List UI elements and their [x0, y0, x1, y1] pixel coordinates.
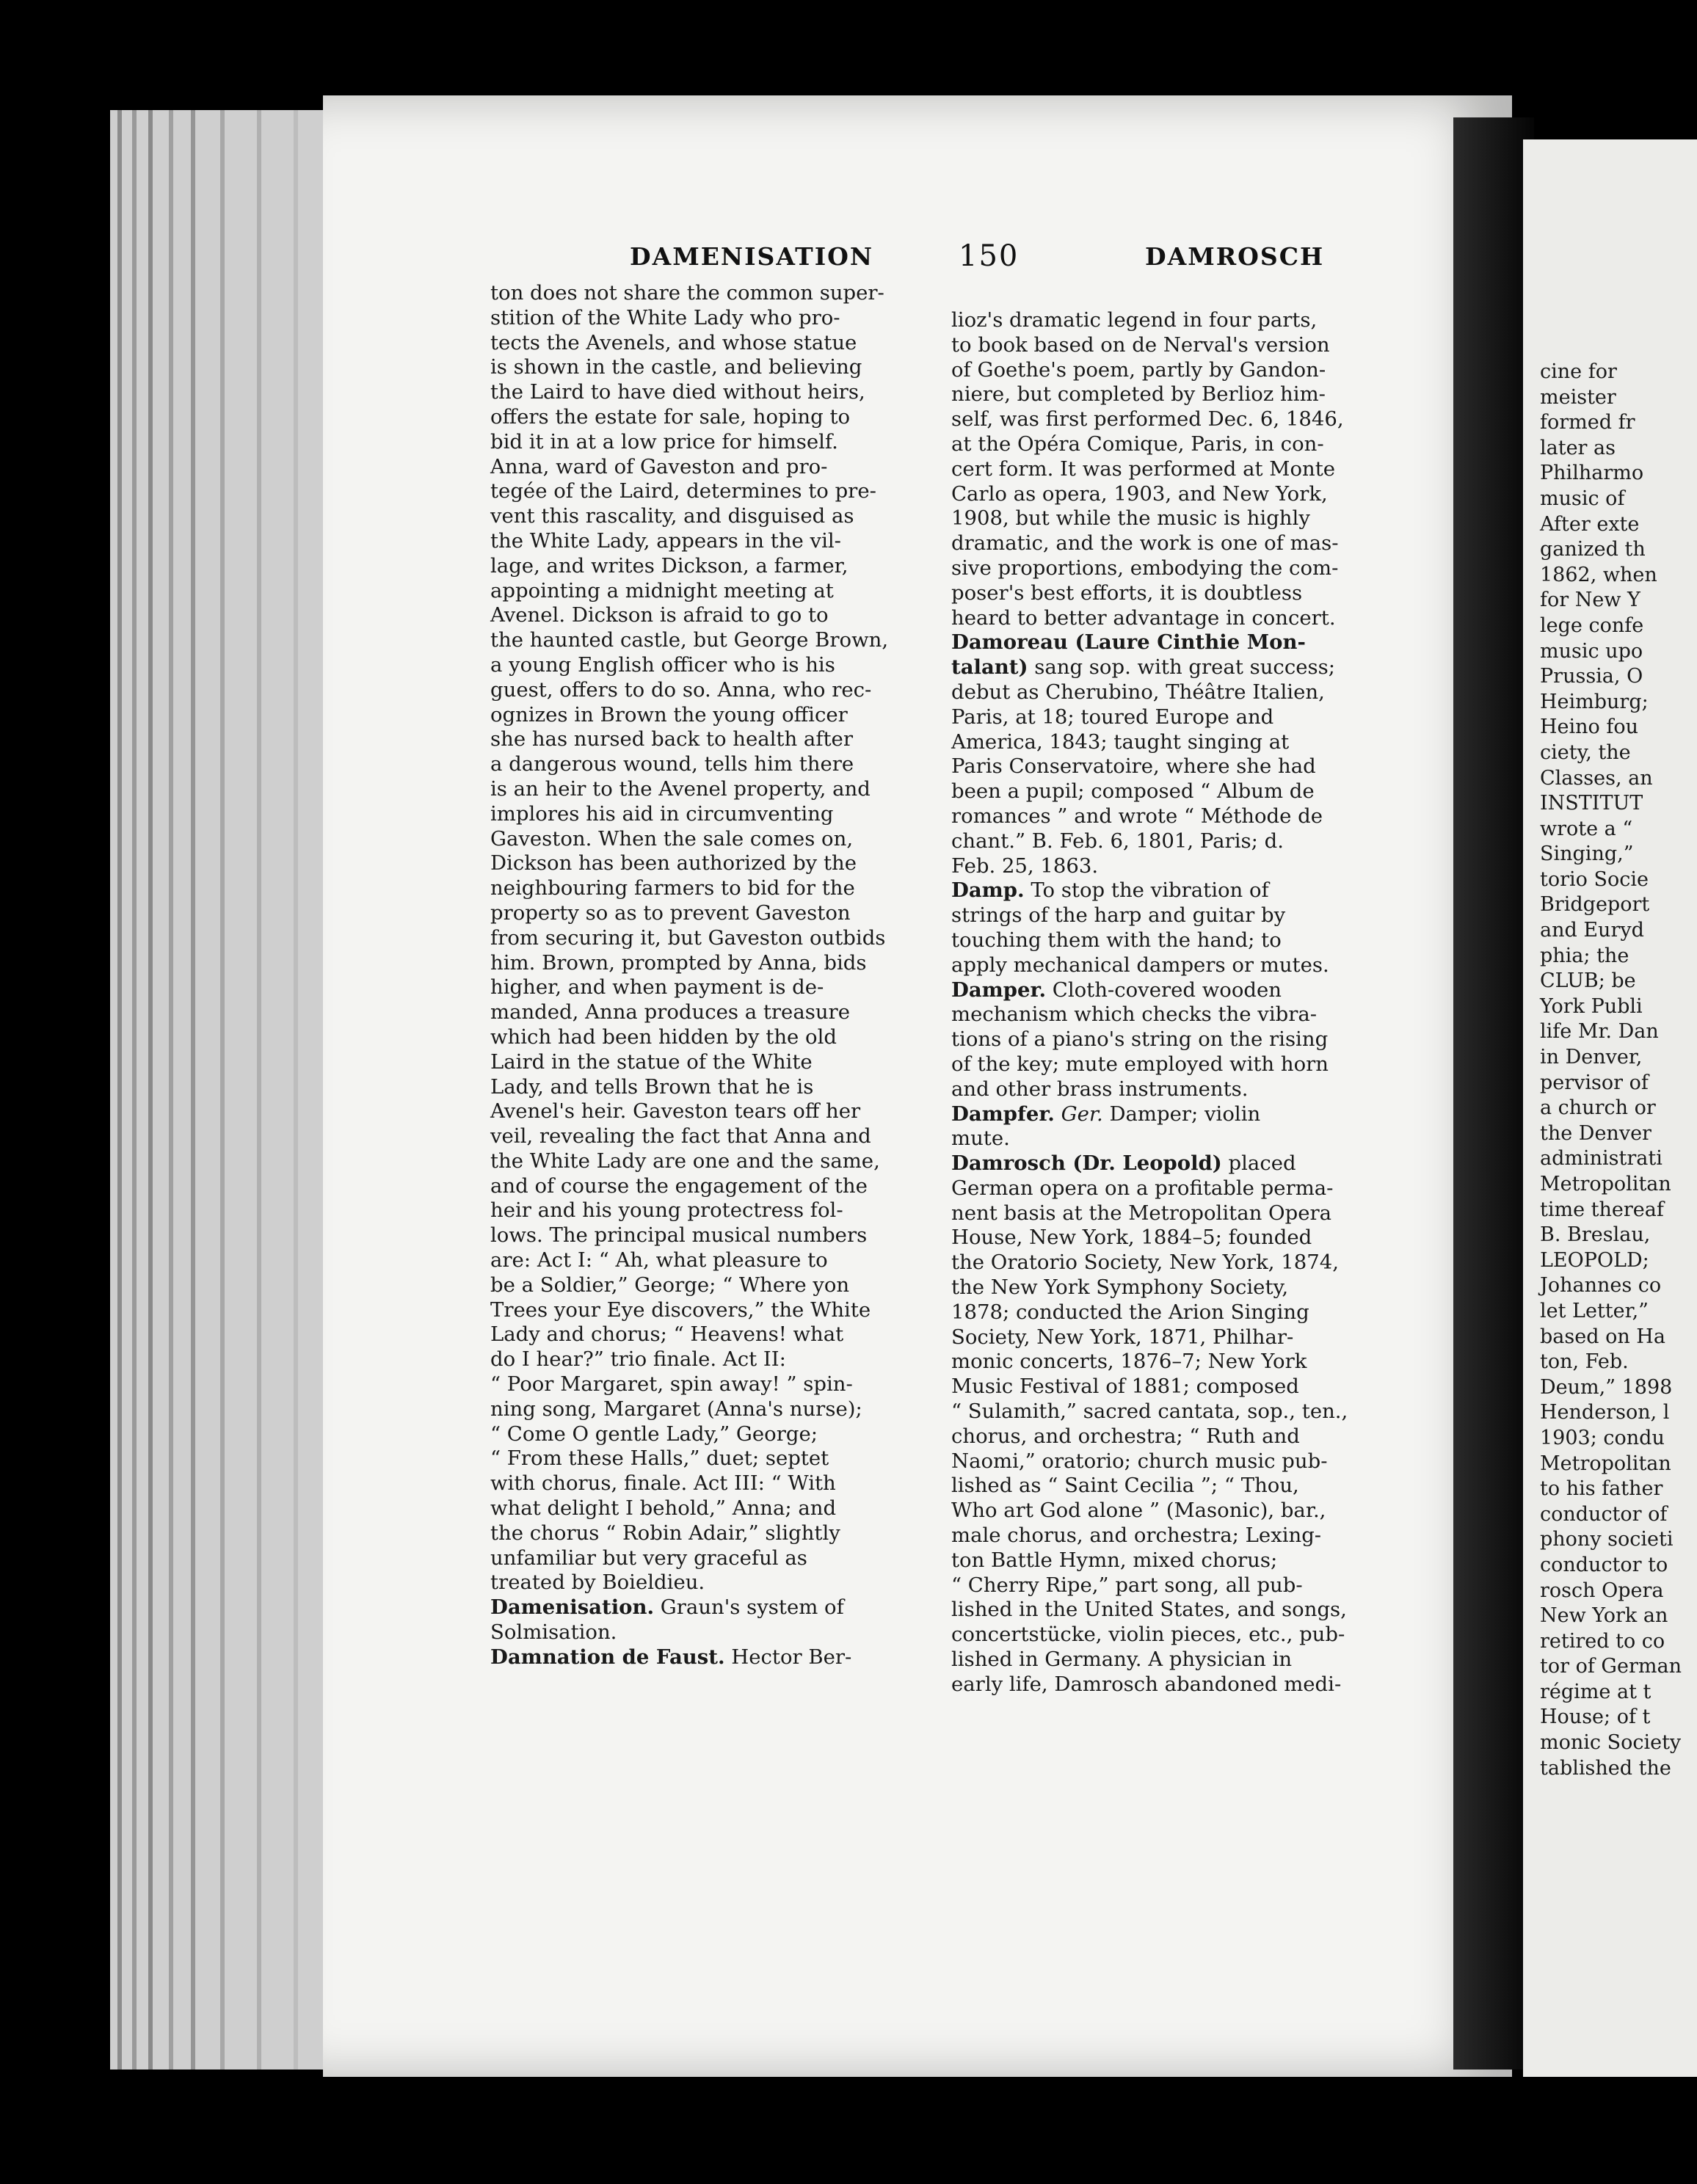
text-line: property so as to prevent Gaveston: [490, 900, 851, 925]
left-text-column: [490, 281, 963, 1670]
text-line: romances ” and wrote “ Méthode de: [951, 804, 1323, 828]
text-line: ognizes in Brown the young officer: [490, 702, 848, 727]
text-line: the chorus “ Robin Adair,” slightly: [490, 1521, 840, 1545]
text-line: phony societi: [1540, 1528, 1674, 1551]
text-line: the Laird to have died without heirs,: [490, 380, 865, 404]
text-line: Heino fou: [1540, 716, 1639, 739]
text-line: and other brass instruments.: [951, 1077, 1249, 1101]
text-line: time thereaf: [1540, 1198, 1664, 1221]
text-line: New York an: [1540, 1604, 1668, 1628]
text-line: music of: [1540, 487, 1625, 510]
text-line: heir and his young protectress fol-: [490, 1198, 843, 1223]
text-line: B. Breslau,: [1540, 1223, 1651, 1247]
text-line: the Denver: [1540, 1121, 1651, 1145]
text-line: formed fr: [1540, 411, 1635, 434]
text-line: cine for: [1540, 360, 1617, 383]
text-line: Carlo as opera, 1903, and New York,: [951, 481, 1328, 506]
text-line: Classes, an: [1540, 766, 1653, 790]
text-line: LEOPOLD;: [1540, 1248, 1649, 1272]
text-line: Damoreau (Laure Cinthie Mon-: [951, 630, 1306, 655]
text-line: “ Poor Margaret, spin away! ” spin-: [490, 1372, 853, 1397]
text-line: let Letter,”: [1540, 1299, 1649, 1322]
text-line: vent this rascality, and disguised as: [490, 504, 854, 528]
text-line: Trees your Eye discovers,” the White: [490, 1297, 871, 1322]
text-line: veil, revealing the fact that Anna and: [490, 1124, 871, 1149]
book-gutter: [1453, 117, 1534, 2070]
text-line: do I hear?” trio finale. Act II:: [490, 1347, 786, 1372]
text-line: lished as “ Saint Cecilia ”; “ Thou,: [951, 1474, 1299, 1498]
text-line: self, was first performed Dec. 6, 1846,: [951, 407, 1344, 432]
text-line: which had been hidden by the old: [490, 1024, 837, 1049]
text-line: Philharmo: [1540, 462, 1644, 485]
text-line: and of course the engagement of the: [490, 1173, 868, 1198]
text-line: what delight I behold,” Anna; and: [490, 1496, 837, 1521]
text-line: chorus, and orchestra; “ Ruth and: [951, 1424, 1300, 1448]
text-line: based on Ha: [1540, 1325, 1665, 1348]
text-line: Naomi,” oratorio; church music pub-: [951, 1449, 1328, 1473]
text-line: neighbouring farmers to bid for the: [490, 876, 855, 900]
text-line: of the key; mute employed with horn: [951, 1052, 1329, 1076]
text-line: the White Lady, appears in the vil-: [490, 528, 841, 553]
text-line: Society, New York, 1871, Philhar-: [951, 1325, 1294, 1349]
text-line: mute.: [951, 1126, 1010, 1151]
text-line: lioz's dramatic legend in four parts,: [951, 308, 1318, 332]
text-line: touching them with the hand; to: [951, 928, 1282, 952]
text-line: tor of German: [1540, 1655, 1682, 1678]
text-line: mechanism which checks the vibra-: [951, 1002, 1318, 1027]
text-line: tegée of the Laird, determines to pre-: [490, 479, 876, 503]
text-line: are: Act I: “ Ah, what pleasure to: [490, 1248, 828, 1273]
text-line: later as: [1540, 436, 1616, 459]
text-line: After exte: [1540, 512, 1640, 536]
text-line: Avenel's heir. Gaveston tears off her: [490, 1099, 861, 1124]
text-line: the White Lady are one and the same,: [490, 1149, 880, 1173]
text-line: concertstücke, violin pieces, etc., pub-: [951, 1623, 1345, 1647]
text-line: Deum,” 1898: [1540, 1375, 1673, 1399]
text-line: the Oratorio Society, New York, 1874,: [951, 1251, 1339, 1275]
text-line: treated by Boieldieu.: [490, 1570, 705, 1595]
text-line: been a pupil; composed “ Album de: [951, 779, 1315, 804]
text-line: a young English officer who is his: [490, 652, 835, 677]
text-line: Feb. 25, 1863.: [951, 853, 1099, 878]
text-line: pervisor of: [1540, 1071, 1649, 1094]
text-line: be a Soldier,” George; “ Where yon: [490, 1273, 850, 1297]
text-line: Paris, at 18; toured Europe and: [951, 705, 1274, 729]
text-line: Dickson has been authorized by the: [490, 851, 857, 876]
text-line: is shown in the castle, and believing: [490, 355, 862, 379]
text-line: chant.” B. Feb. 6, 1801, Paris; d.: [951, 829, 1284, 853]
text-line: Music Festival of 1881; composed: [951, 1375, 1299, 1399]
text-line: House; of t: [1540, 1706, 1651, 1729]
text-line: music upo: [1540, 639, 1643, 663]
text-line: ton does not share the common super-: [490, 281, 884, 305]
text-line: Laird in the statue of the White: [490, 1049, 813, 1074]
text-line: Damp. To stop the vibration of: [951, 878, 1269, 903]
text-line: monic Society: [1540, 1731, 1682, 1755]
text-line: offers the estate for sale, hoping to: [490, 404, 851, 429]
text-line: the haunted castle, but George Brown,: [490, 628, 889, 652]
text-line: for New Y: [1540, 589, 1640, 612]
text-line: retired to co: [1540, 1629, 1665, 1653]
text-line: INSTITUT: [1540, 792, 1643, 815]
text-line: apply mechanical dampers or mutes.: [951, 953, 1329, 977]
text-line: from securing it, but Gaveston outbids: [490, 925, 886, 950]
text-line: Gaveston. When the sale comes on,: [490, 826, 854, 851]
text-line: Singing,”: [1540, 842, 1634, 866]
text-line: Anna, ward of Gaveston and pro-: [490, 454, 828, 478]
text-line: torio Socie: [1540, 867, 1649, 891]
text-line: “ Sulamith,” sacred cantata, sop., ten.,: [951, 1399, 1348, 1424]
text-line: “ From these Halls,” duet; septet: [490, 1446, 829, 1471]
text-line: lege confe: [1540, 614, 1644, 637]
text-line: in Denver,: [1540, 1046, 1643, 1069]
text-line: tablished the: [1540, 1756, 1671, 1780]
text-line: Lady, and tells Brown that he is: [490, 1074, 814, 1099]
text-line: to book based on de Nerval's version: [951, 332, 1330, 357]
text-line: him. Brown, prompted by Anna, bids: [490, 950, 867, 975]
text-line: at the Opéra Comique, Paris, in con-: [951, 432, 1324, 456]
text-line: talant) sang sop. with great success;: [951, 655, 1336, 680]
text-line: tions of a piano's string on the rising: [951, 1027, 1329, 1052]
running-head-left: DAMENISATION: [630, 242, 874, 271]
text-line: she has nursed back to health after: [490, 727, 853, 751]
text-line: phia; the: [1540, 944, 1629, 967]
text-line: 1878; conducted the Arion Singing: [951, 1300, 1309, 1324]
text-line: is an heir to the Avenel property, and: [490, 776, 871, 801]
text-line: to his father: [1540, 1477, 1663, 1501]
text-line: “ Cherry Ripe,” part song, all pub-: [951, 1573, 1303, 1597]
text-line: Paris Conservatoire, where she had: [951, 754, 1316, 779]
text-line: 1862, when: [1540, 563, 1657, 586]
text-line: nent basis at the Metropolitan Opera: [951, 1201, 1332, 1225]
text-line: “ Come O gentle Lady,” George;: [490, 1422, 818, 1446]
text-line: ganized th: [1540, 538, 1646, 561]
text-line: unfamiliar but very graceful as: [490, 1546, 807, 1570]
text-line: life Mr. Dan: [1540, 1020, 1659, 1044]
text-line: dramatic, and the work is one of mas-: [951, 531, 1339, 556]
text-line: lished in Germany. A physician in: [951, 1648, 1293, 1672]
text-line: ton Battle Hymn, mixed chorus;: [951, 1548, 1278, 1572]
text-line: Henderson, l: [1540, 1401, 1670, 1424]
text-line: Damnation de Faust. Hector Ber-: [490, 1645, 852, 1669]
text-line: America, 1843; taught singing at: [951, 729, 1290, 754]
text-line: male chorus, and orchestra; Lexing-: [951, 1524, 1322, 1548]
text-line: Avenel. Dickson is afraid to go to: [490, 603, 829, 627]
text-line: Heimburg;: [1540, 690, 1649, 713]
text-line: monic concerts, 1876–7; New York: [951, 1350, 1307, 1374]
text-line: administrati: [1540, 1147, 1663, 1171]
text-line: conductor to: [1540, 1553, 1668, 1576]
text-line: higher, and when payment is de-: [490, 975, 824, 1000]
page-edges: [110, 110, 330, 2070]
page-number: 150: [959, 239, 1020, 273]
text-line: Bridgeport: [1540, 893, 1650, 917]
text-line: with chorus, finale. Act III: “ With: [490, 1471, 836, 1496]
text-line: debut as Cherubino, Théâtre Italien,: [951, 680, 1325, 704]
text-line: lows. The principal musical numbers: [490, 1223, 868, 1248]
text-line: stition of the White Lady who pro-: [490, 305, 840, 330]
text-line: appointing a midnight meeting at: [490, 578, 834, 603]
text-line: bid it in at a low price for himself.: [490, 429, 838, 454]
text-line: ton, Feb.: [1540, 1350, 1629, 1374]
text-line: German opera on a profitable perma-: [951, 1176, 1334, 1200]
text-line: manded, Anna produces a treasure: [490, 1000, 850, 1024]
text-line: and Euryd: [1540, 919, 1644, 942]
text-line: strings of the harp and guitar by: [951, 903, 1286, 928]
text-line: Johannes co: [1540, 1274, 1662, 1297]
text-line: Dampfer. Ger. Damper; violin: [951, 1102, 1261, 1126]
text-line: ciety, the: [1540, 740, 1631, 764]
middle-text-column: [951, 308, 1447, 1697]
text-line: heard to better advantage in concert.: [951, 605, 1336, 630]
text-line: House, New York, 1884–5; founded: [951, 1226, 1312, 1250]
text-line: implores his aid in circumventing: [490, 801, 834, 826]
text-line: Who art God alone ” (Masonic), bar.,: [951, 1499, 1326, 1523]
text-line: a dangerous wound, tells him there: [490, 752, 854, 776]
text-line: York Publi: [1540, 994, 1643, 1018]
text-line: Damper. Cloth-covered wooden: [951, 978, 1282, 1002]
right-page-text-column: [1540, 360, 1697, 1781]
text-line: lished in the United States, and songs,: [951, 1598, 1347, 1622]
text-line: lage, and writes Dickson, a farmer,: [490, 553, 848, 578]
text-line: poser's best efforts, it is doubtless: [951, 580, 1303, 605]
text-line: cert form. It was performed at Monte: [951, 456, 1336, 481]
text-line: niere, but completed by Berlioz him-: [951, 382, 1326, 407]
text-line: Solmisation.: [490, 1620, 617, 1645]
text-line: Damrosch (Dr. Leopold) placed: [951, 1151, 1296, 1176]
text-line: the New York Symphony Society,: [951, 1275, 1289, 1300]
text-line: a church or: [1540, 1096, 1656, 1120]
text-line: meister: [1540, 385, 1616, 409]
running-head-right: DAMROSCH: [1145, 242, 1325, 271]
text-line: of Goethe's poem, partly by Gandon-: [951, 357, 1326, 382]
text-line: Lady and chorus; “ Heavens! what: [490, 1322, 844, 1347]
text-line: rosch Opera: [1540, 1579, 1664, 1602]
text-line: wrote a “: [1540, 817, 1633, 840]
text-line: tects the Avenels, and whose statue: [490, 330, 857, 354]
text-line: conductor of: [1540, 1502, 1668, 1526]
text-line: 1908, but while the music is highly: [951, 506, 1310, 531]
text-line: régime at t: [1540, 1680, 1651, 1703]
text-line: sive proportions, embodying the com-: [951, 556, 1339, 580]
text-line: Prussia, O: [1540, 665, 1643, 688]
text-line: Metropolitan: [1540, 1452, 1671, 1475]
text-line: ning song, Margaret (Anna's nurse);: [490, 1397, 862, 1421]
text-line: early life, Damrosch abandoned medi-: [951, 1672, 1342, 1696]
text-line: 1903; condu: [1540, 1426, 1665, 1449]
text-line: Damenisation. Graun's system of: [490, 1595, 844, 1620]
text-line: CLUB; be: [1540, 969, 1636, 993]
text-line: Metropolitan: [1540, 1173, 1671, 1195]
text-line: guest, offers to do so. Anna, who rec-: [490, 677, 872, 702]
